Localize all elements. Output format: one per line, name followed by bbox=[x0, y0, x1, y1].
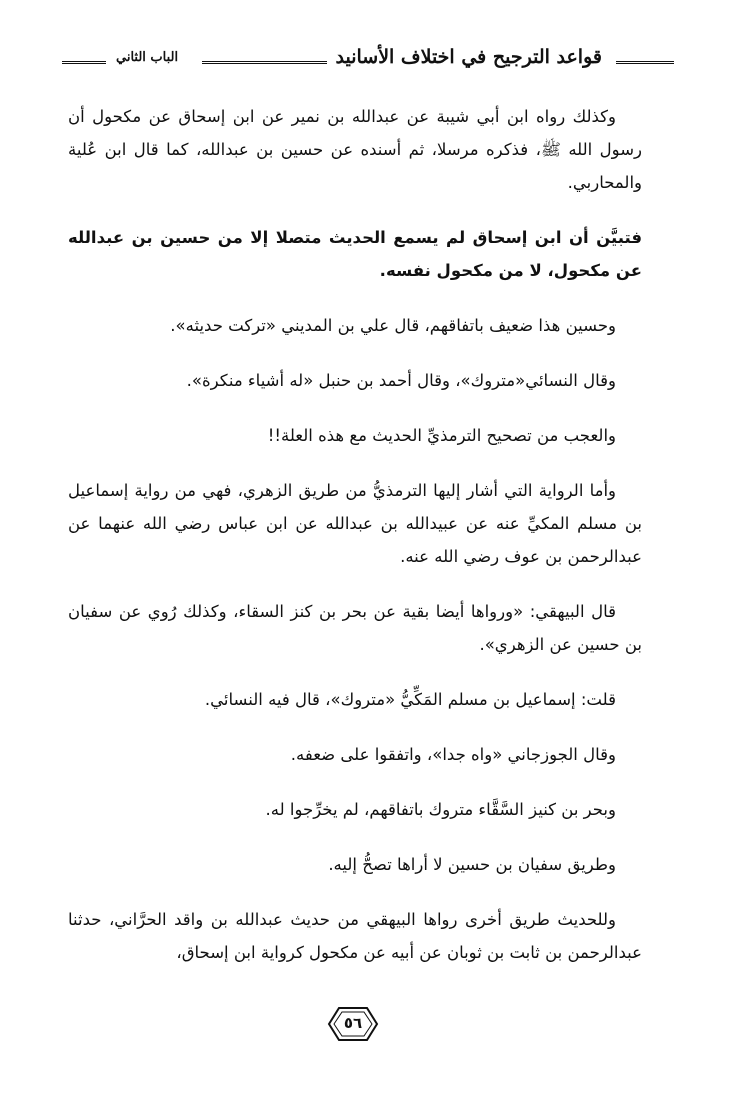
paragraph: قلت: إسماعيل بن مسلم المَكِّيُّ «متروك»، قال فيه النسائي. bbox=[204, 690, 616, 709]
book-title: قواعد الترجيح في اختلاف الأسانيد bbox=[335, 46, 602, 68]
header-ornament-line-right bbox=[616, 61, 674, 64]
paragraph-bold: فتبيَّن أن ابن إسحاق لم يسمع الحديث متصلا إلا من حسين بن عبدالله عن مكحول، لا من مكحول نفسه. bbox=[68, 228, 642, 280]
header-ornament-line-left bbox=[62, 61, 106, 64]
paragraph: وطريق سفيان بن حسين لا أراها تصحُّ إليه. bbox=[328, 855, 616, 874]
running-header bbox=[62, 42, 674, 78]
paragraph: وكذلك رواه ابن أبي شيبة عن عبدالله بن نمير عن ابن إسحاق عن مكحول أن رسول الله ﷺ، فذكره مرسلا، ثم أسنده عن حسين بن عبدالله، كما قال ابن عُلية والمحاربي. bbox=[68, 107, 642, 192]
header-ornament-line-middle bbox=[202, 61, 327, 64]
page-number: ٥٦ bbox=[343, 1014, 363, 1032]
page-body bbox=[68, 100, 642, 991]
paragraph: وقال النسائي«متروك»، وقال أحمد بن حنبل «له أشياء منكرة». bbox=[186, 371, 616, 390]
paragraph: قال البيهقي: «ورواها أيضا بقية عن بحر بن كنز السقاء، وكذلك رُوي عن سفيان بن حسين عن الزهري». bbox=[68, 602, 642, 654]
paragraph: والعجب من تصحيح الترمذيِّ الحديث مع هذه العلة!! bbox=[267, 426, 616, 445]
paragraph: وأما الرواية التي أشار إليها الترمذيُّ من طريق الزهري، فهي من رواية إسماعيل بن مسلم المكيِّ عنه عن عبيدالله بن عبدالله عن ابن عباس رضي الله عنهما عن عبدالرحمن بن عوف رضي الله عنه. bbox=[68, 481, 642, 566]
paragraph: وحسين هذا ضعيف باتفاقهم، قال علي بن المديني «تركت حديثه». bbox=[170, 316, 616, 335]
paragraph: وبحر بن كنيز السَّقَّاء متروك باتفاقهم، لم يخرِّجوا له. bbox=[265, 800, 616, 819]
chapter-label: الباب الثاني bbox=[116, 50, 179, 65]
paragraph: وقال الجوزجاني «واه جدا»، واتفقوا على ضعفه. bbox=[290, 745, 616, 764]
paragraph: وللحديث طريق أخرى رواها البيهقي من حديث عبدالله بن واقد الحرَّاني، حدثنا عبدالرحمن بن ثابت بن ثوبان عن أبيه عن مكحول كرواية ابن إسحاق، bbox=[68, 910, 642, 962]
page-number-ornament bbox=[325, 1002, 381, 1046]
